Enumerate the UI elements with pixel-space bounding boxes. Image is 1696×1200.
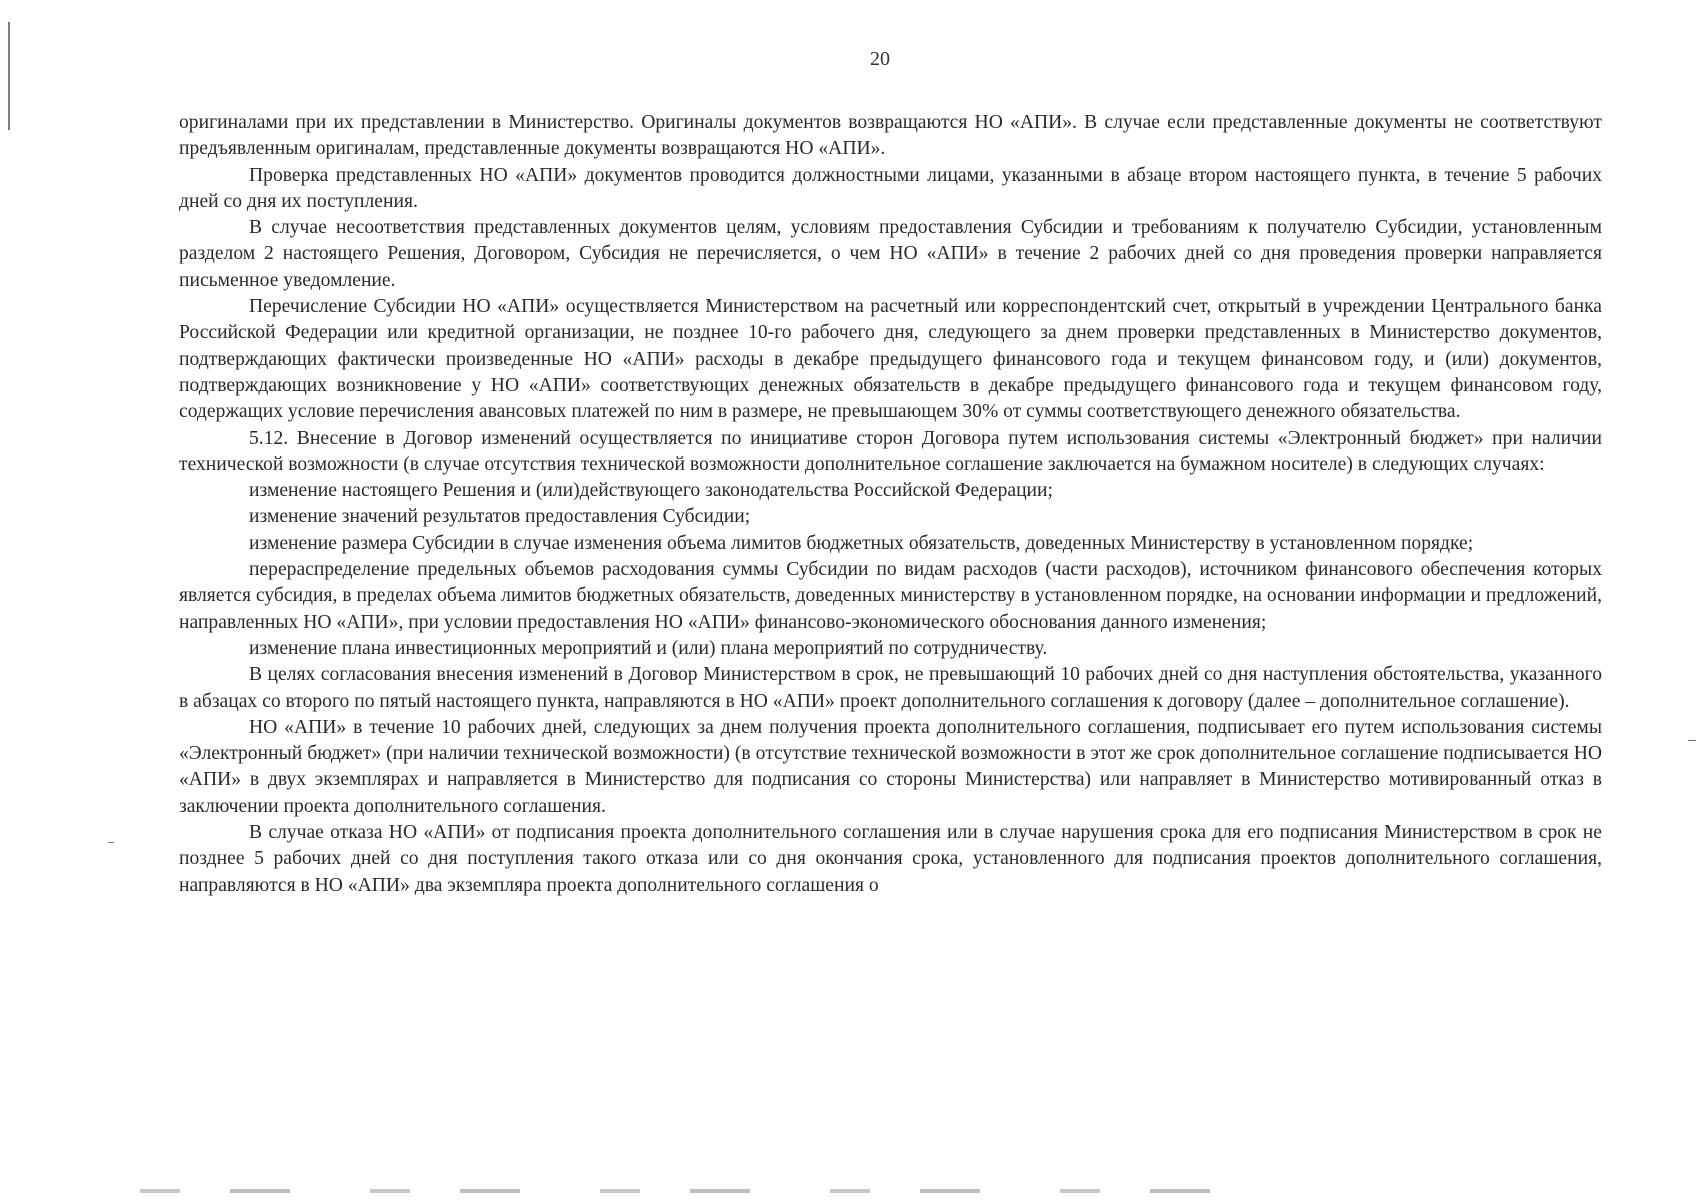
scan-edge-mark: [108, 842, 114, 843]
paragraph: НО «АПИ» в течение 10 рабочих дней, следующих за днем получения проекта дополнительного соглашения, подписывает его путем использования системы «Электронный бюджет» (при наличии технической возможности) (в отсутствие технической возможности в этот же срок дополнительное соглашение подписывается НО «АПИ» в двух экземплярах и направляется в Министерство для подписания со стороны Министерства) или направляет в Министерство мотивированный отказ в заключении проекта дополнительного соглашения.: [179, 716, 1602, 817]
paragraph: В случае отказа НО «АПИ» от подписания проекта дополнительного соглашения или в случае нарушения срока для его подписания Министерством в срок не позднее 5 рабочих дней со дня поступления такого отказа или со дня окончания срока, установленного для подписания проектов дополнительного соглашения, направляются в НО «АПИ» два экземпляра проекта дополнительного соглашения о: [179, 822, 1602, 896]
scan-bottom-artifact: [140, 1189, 1270, 1193]
body-text: [179, 110, 1602, 899]
list-item: изменение настоящего Решения и (или)действующего законодательства Российской Федерации;: [249, 480, 1053, 502]
scan-edge-mark: [8, 22, 10, 130]
paragraph: Перечисление Субсидии НО «АПИ» осуществляется Министерством на расчетный или корреспондентский счет, открытый в учреждении Центрального банка Российской Федерации или кредитной организации, не позднее 10-го рабочего дня, следующего за днем проверки представленных в Министерство документов, подтверждающих фактически произведенные НО «АПИ» расходы в декабре предыдущего финансового года и текущем финансовом году, и (или) документов, подтверждающих возникновение у НО «АПИ» соответствующих денежных обязательств в декабре предыдущего финансового года и текущем финансовом году, содержащих условие перечисления авансовых платежей по ним в размере, не превышающем 30% от суммы соответствующего денежного обязательства.: [179, 296, 1602, 423]
paragraph: В случае несоответствия представленных документов целям, условиям предоставления Субсидии и требованиям к получателю Субсидии, установленным разделом 2 настоящего Решения, Договором, Субсидия не перечисляется, о чем НО «АПИ» в течение 2 рабочих дней со дня проведения проверки направляется письменное уведомление.: [179, 217, 1602, 291]
paragraph: оригиналами при их представлении в Министерство. Оригиналы документов возвращаются НО «АПИ». В случае если представленные документы не соответствуют предъявленным оригиналам, представленные документы возвращаются НО «АПИ».: [179, 112, 1602, 160]
page-number: 20: [870, 48, 890, 70]
paragraph: В целях согласования внесения изменений в Договор Министерством в срок, не превышающий 10 рабочих дней со дня наступления обстоятельства, указанного в абзацах со второго по пятый настоящего пункта, направляются в НО «АПИ» проект дополнительного соглашения к договору (далее – дополнительное соглашение).: [179, 664, 1602, 712]
list-item: изменение плана инвестиционных мероприятий и (или) плана мероприятий по сотрудничеству.: [249, 637, 1048, 659]
paragraph: 5.12. Внесение в Договор изменений осуществляется по инициативе сторон Договора путем использования системы «Электронный бюджет» при наличии технической возможности (в случае отсутствия технической возможности дополнительное соглашение заключается на бумажном носителе) в следующих случаях:: [179, 427, 1602, 475]
list-item: перераспределение предельных объемов расходования суммы Субсидии по видам расходов (части расходов), источником финансового обеспечения которых является субсидия, в пределах объема лимитов бюджетных обязательств, доведенных министерству в установленном порядке, на основании информации и предложений, направленных НО «АПИ», при условии предоставления НО «АПИ» финансово-экономического обоснования данного изменения;: [179, 559, 1602, 633]
list-item: изменение значений результатов предоставления Субсидии;: [249, 506, 751, 528]
paragraph: Проверка представленных НО «АПИ» документов проводится должностными лицами, указанными в абзаце втором настоящего пункта, в течение 5 рабочих дней со дня их поступления.: [179, 164, 1602, 212]
list-item: изменение размера Субсидии в случае изменения объема лимитов бюджетных обязательств, доведенных Министерству в установленном порядке;: [249, 532, 1474, 554]
scan-edge-mark: [1688, 740, 1696, 741]
